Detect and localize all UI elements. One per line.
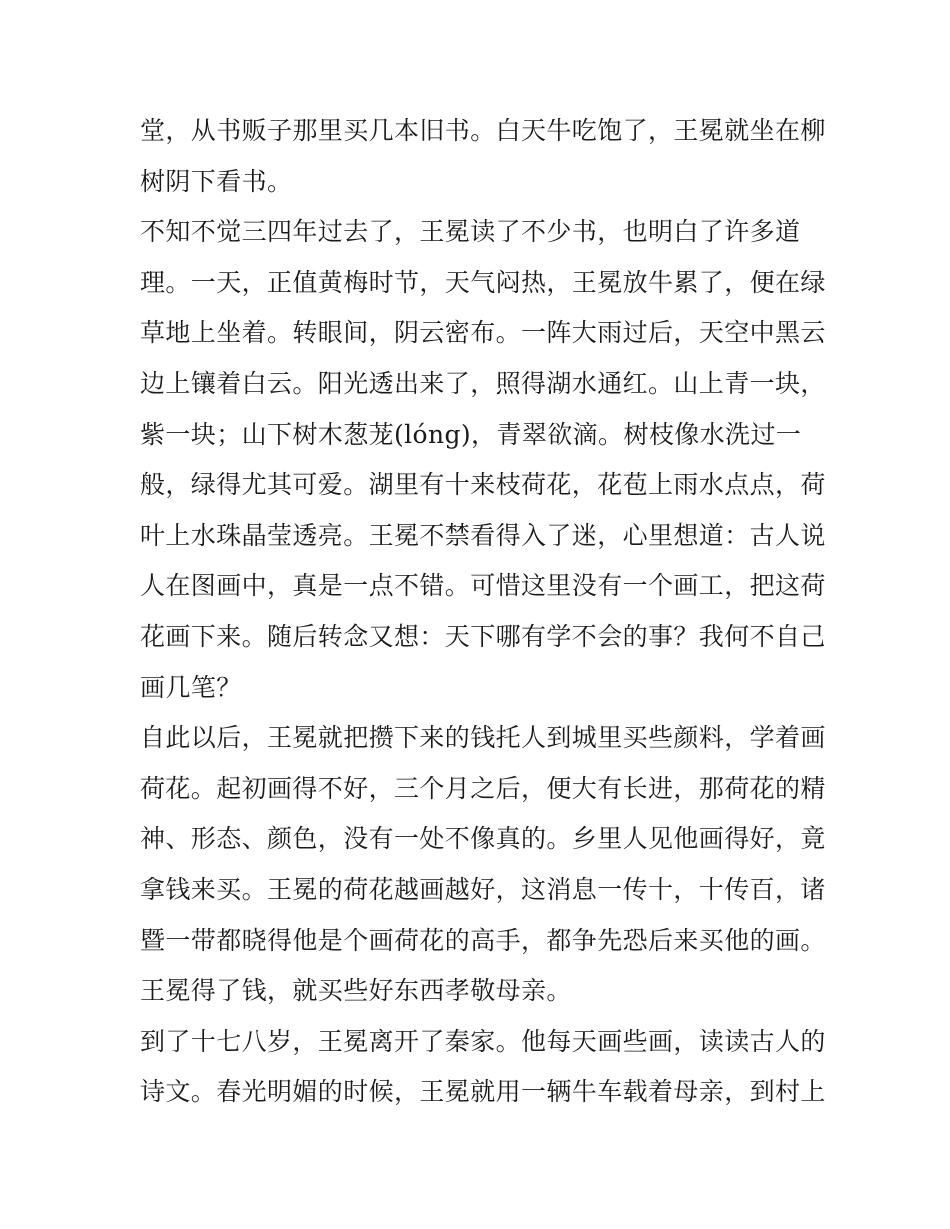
text-line: 暨一带都晓得他是个画荷花的高手，都争先恐后来买他的画。 xyxy=(140,925,826,955)
text-line: 般，绿得尤其可爱。湖里有十来枝荷花，花苞上雨水点点，荷 xyxy=(140,470,826,500)
text-line: 拿钱来买。王冕的荷花越画越好，这消息一传十，十传百，诸 xyxy=(140,874,826,904)
text-line: 堂，从书贩子那里买几本旧书。白天牛吃饱了，王冕就坐在柳 xyxy=(140,116,826,145)
text-line: 叶上水珠晶莹透亮。王冕不禁看得入了迷，心里想道：古人说 xyxy=(140,520,826,550)
text-line: 画几笔？ xyxy=(140,672,242,702)
text-line: 人在图画中，真是一点不错。可惜这里没有一个画工，把这荷 xyxy=(140,571,826,601)
text-line: 诗文。春光明媚的时候，王冕就用一辆牛车载着母亲，到村上 xyxy=(140,1077,826,1107)
text-line: 自此以后，王冕就把攒下来的钱托人到城里买些颜料，学着画 xyxy=(140,723,826,753)
text-line: 边上镶着白云。阳光透出来了，照得湖水通红。山上青一块， xyxy=(140,368,826,398)
text-line: 紫一块；山下树木葱茏(lóng)，青翠欲滴。树枝像水洗过一 xyxy=(140,419,802,449)
text-line: 到了十七八岁，王冕离开了秦家。他每天画些画，读读古人的 xyxy=(140,1026,826,1056)
text-line: 神、形态、颜色，没有一处不像真的。乡里人见他画得好，竟 xyxy=(140,824,826,854)
text-line: 理。一天，正值黄梅时节，天气闷热，王冕放牛累了，便在绿 xyxy=(140,267,826,297)
text-body xyxy=(140,106,826,1118)
text-line: 不知不觉三四年过去了，王冕读了不少书，也明白了许多道 xyxy=(140,217,801,247)
text-line: 王冕得了钱，就买些好东西孝敬母亲。 xyxy=(140,976,572,1006)
text-line: 草地上坐着。转眼间，阴云密布。一阵大雨过后，天空中黑云 xyxy=(140,318,826,348)
text-line: 树阴下看书。 xyxy=(140,166,293,196)
text-line: 荷花。起初画得不好，三个月之后，便大有长进，那荷花的精 xyxy=(140,773,826,803)
text-line: 花画下来。随后转念又想：天下哪有学不会的事？我何不自己 xyxy=(140,621,826,651)
